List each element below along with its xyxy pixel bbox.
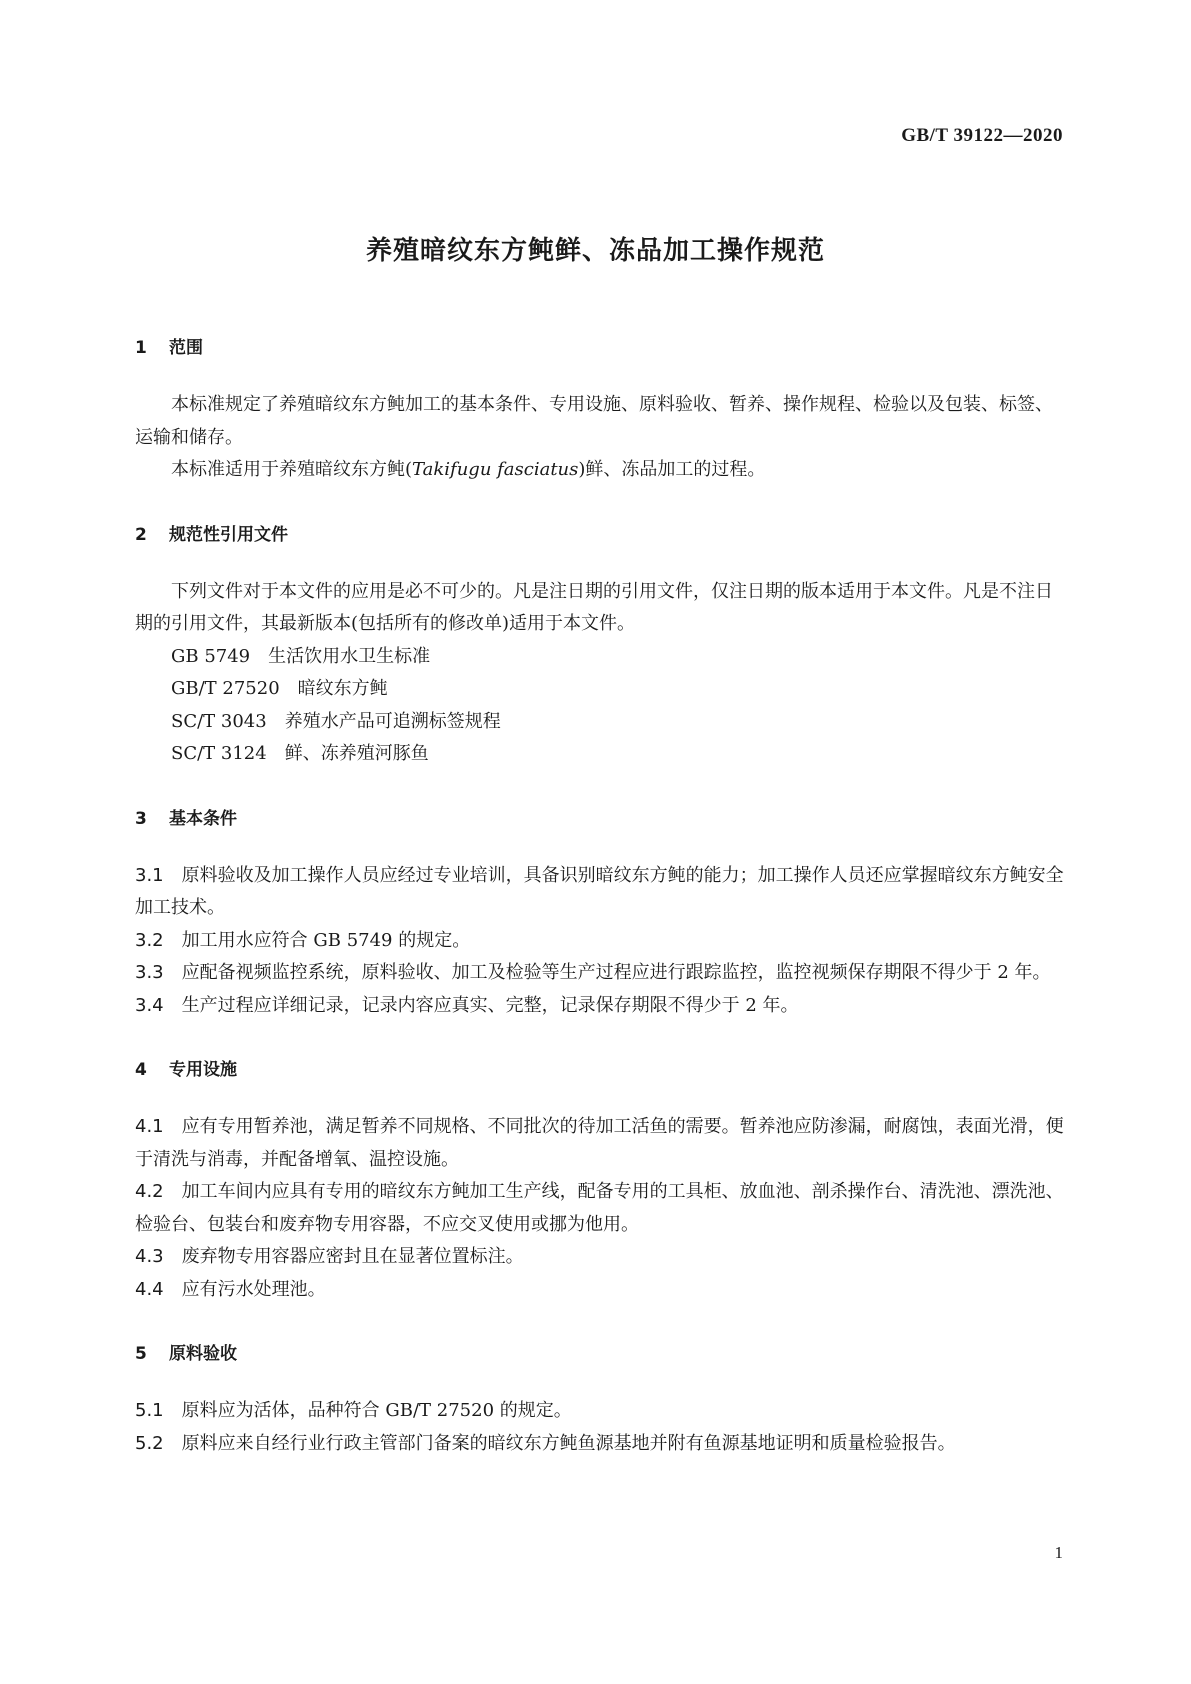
clause-number: 3.2 bbox=[135, 929, 164, 951]
clause bbox=[135, 1395, 1065, 1428]
reference-code: SC/T 3043 bbox=[171, 710, 267, 732]
clause-number: 4.1 bbox=[135, 1116, 164, 1137]
clause-number: 4.2 bbox=[135, 1181, 164, 1202]
clause-text: 原料验收及加工操作人员应经过专业培训，具备识别暗纹东方鲀的能力；加工操作人员还应掌握暗纹东方鲀安全加工技术。 bbox=[135, 864, 1064, 918]
document-body bbox=[135, 336, 1065, 1460]
section-title: 范围 bbox=[169, 338, 203, 358]
clause-number: 4.3 bbox=[135, 1246, 164, 1267]
clause-number: 3.1 bbox=[135, 864, 164, 886]
section-number: 1 bbox=[135, 338, 147, 358]
document-title: 养殖暗纹东方鲀鲜、冻品加工操作规范 bbox=[365, 236, 825, 266]
section-title: 专用设施 bbox=[169, 1060, 237, 1080]
clause-text: 原料应来自经行业行政主管部门备案的暗纹东方鲀鱼源基地并附有鱼源基地证明和质量检验报告。 bbox=[181, 1432, 956, 1454]
paragraph: 本标准规定了养殖暗纹东方鲀加工的基本条件、专用设施、原料验收、暂养、操作规程、检验以及包装、标签、运输和储存。 bbox=[135, 394, 1053, 448]
section-number: 2 bbox=[135, 524, 147, 545]
clause bbox=[135, 860, 1065, 925]
clause-number: 3.4 bbox=[135, 994, 164, 1016]
clause-text: 应有专用暂养池，满足暂养不同规格、不同批次的待加工活鱼的需要。暂养池应防渗漏，耐腐蚀，表面光滑，便于清洗与消毒，并配备增氧、温控设施。 bbox=[135, 1116, 1064, 1170]
section-heading-basic-conditions bbox=[135, 807, 1065, 831]
section-number: 5 bbox=[135, 1344, 147, 1364]
clause-number: 5.2 bbox=[135, 1432, 164, 1454]
section-heading-scope bbox=[135, 336, 1065, 360]
clause-text: 废弃物专用容器应密封且在显著位置标注。 bbox=[181, 1246, 524, 1267]
section-number: 4 bbox=[135, 1060, 147, 1080]
section-title: 规范性引用文件 bbox=[169, 524, 288, 545]
section-heading-normative-references bbox=[135, 523, 1065, 547]
clause-text: 原料应为活体，品种符合 GB/T 27520 的规定。 bbox=[181, 1400, 572, 1421]
section-title: 原料验收 bbox=[169, 1344, 237, 1364]
clause bbox=[135, 990, 1065, 1023]
page-number: 1 bbox=[1054, 1543, 1063, 1562]
clause bbox=[135, 1176, 1065, 1241]
text-span: 本标准适用于养殖暗纹东方鲀( bbox=[171, 459, 413, 480]
reference-item bbox=[135, 706, 1065, 739]
clause bbox=[135, 1111, 1065, 1176]
section-title: 基本条件 bbox=[169, 808, 237, 829]
clause bbox=[135, 1274, 1065, 1307]
section-heading-dedicated-facilities bbox=[135, 1058, 1065, 1082]
section-number: 3 bbox=[135, 808, 147, 829]
reference-item bbox=[135, 641, 1065, 674]
reference-code: SC/T 3124 bbox=[171, 743, 267, 764]
species-latin-name: Takifugu fasciatus bbox=[412, 459, 579, 480]
clause-text: 加工用水应符合 GB 5749 的规定。 bbox=[181, 929, 471, 951]
clause-text: 加工车间内应具有专用的暗纹东方鲀加工生产线，配备专用的工具柜、放血池、剖杀操作台、清洗池、漂洗池、检验台、包装台和废弃物专用容器，不应交叉使用或挪为他用。 bbox=[135, 1181, 1064, 1235]
text-span: )鲜、冻品加工的过程。 bbox=[578, 459, 766, 480]
paragraph: 下列文件对于本文件的应用是必不可少的。凡是注日期的引用文件，仅注日期的版本适用于本文件。凡是不注日期的引用文件，其最新版本(包括所有的修改单)适用于本文件。 bbox=[135, 580, 1053, 634]
clause bbox=[135, 1241, 1065, 1274]
clause-text: 生产过程应详细记录，记录内容应真实、完整，记录保存期限不得少于 2 年。 bbox=[181, 994, 799, 1016]
clause bbox=[135, 1428, 1065, 1461]
reference-title: 生活饮用水卫生标准 bbox=[268, 645, 431, 667]
reference-title: 鲜、冻养殖河豚鱼 bbox=[284, 743, 429, 764]
clause-number: 5.1 bbox=[135, 1400, 164, 1421]
clause-text: 应有污水处理池。 bbox=[181, 1278, 326, 1300]
clause bbox=[135, 957, 1065, 990]
reference-title: 暗纹东方鲀 bbox=[297, 678, 388, 699]
reference-item bbox=[135, 738, 1065, 771]
reference-code: GB 5749 bbox=[171, 645, 251, 667]
clause bbox=[135, 925, 1065, 958]
section-heading-raw-material-acceptance bbox=[135, 1342, 1065, 1366]
paragraph bbox=[135, 454, 1065, 487]
clause-text: 应配备视频监控系统，原料验收、加工及检验等生产过程应进行跟踪监控，监控视频保存期限不得少于 2 年。 bbox=[181, 962, 1051, 983]
standard-code: GB/T 39122—2020 bbox=[901, 125, 1063, 146]
clause-number: 4.4 bbox=[135, 1278, 164, 1300]
reference-item bbox=[135, 673, 1065, 706]
clause-number: 3.3 bbox=[135, 962, 164, 983]
reference-title: 养殖水产品可追溯标签规程 bbox=[284, 710, 501, 732]
reference-code: GB/T 27520 bbox=[171, 678, 280, 699]
